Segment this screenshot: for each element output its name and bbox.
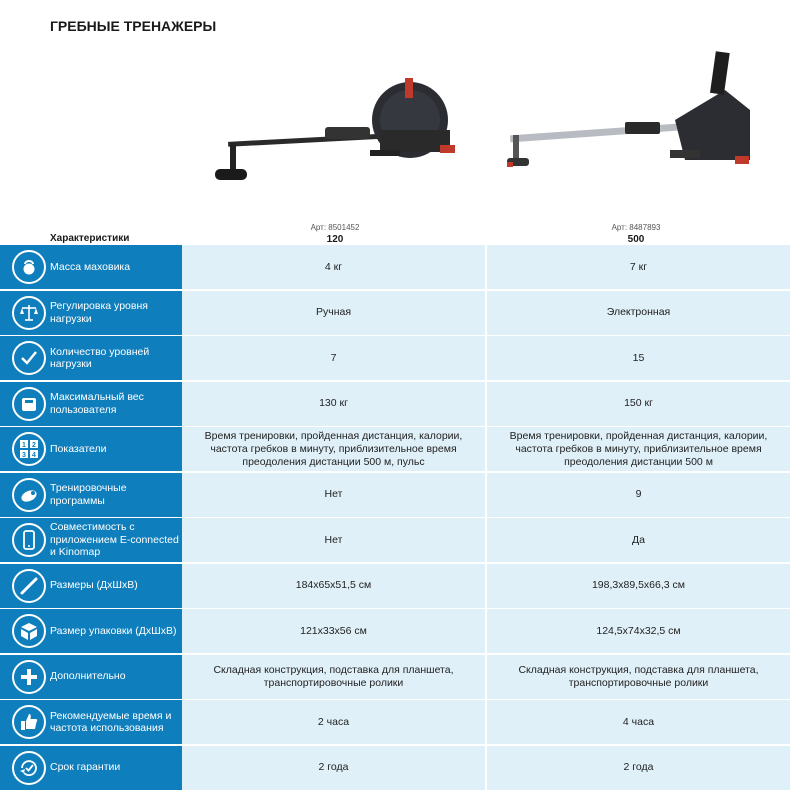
ruler-icon bbox=[12, 569, 46, 603]
row-label-cell bbox=[0, 700, 182, 744]
value-500: 7 кг bbox=[487, 245, 790, 289]
smartphone-icon bbox=[12, 523, 46, 557]
row-label-cell bbox=[0, 382, 182, 426]
row-label: Размер упаковки (ДхШхВ) bbox=[50, 624, 177, 637]
value-120: 121x33x56 см bbox=[182, 609, 485, 653]
row-label-cell bbox=[0, 291, 182, 335]
value-120: Складная конструкция, подставка для планшета, транспортировочные ролики bbox=[182, 655, 485, 699]
table-row bbox=[0, 336, 790, 380]
table-row bbox=[0, 655, 790, 699]
row-label: Размеры (ДхШхВ) bbox=[50, 579, 138, 592]
table-row bbox=[0, 700, 790, 744]
value-500: 15 bbox=[487, 336, 790, 380]
value-500: Складная конструкция, подставка для планшета, транспортировочные ролики bbox=[487, 655, 790, 699]
row-label-cell bbox=[0, 518, 182, 562]
workout-program-icon bbox=[12, 478, 46, 512]
comparison-table bbox=[0, 245, 790, 791]
thumbs-up-icon bbox=[12, 705, 46, 739]
table-row bbox=[0, 291, 790, 335]
warranty-icon bbox=[12, 751, 46, 785]
row-label-cell bbox=[0, 655, 182, 699]
svg-text:4: 4 bbox=[32, 452, 36, 459]
product-120-art: Арт: 8501452 bbox=[310, 223, 360, 232]
row-label-cell bbox=[0, 336, 182, 380]
row-label: Максимальный вес пользователя bbox=[50, 391, 144, 416]
value-120: 184x65x51,5 см bbox=[182, 564, 485, 608]
product-120-model: 120 bbox=[326, 234, 344, 245]
rowing-machine-120-image bbox=[210, 75, 470, 200]
table-row bbox=[0, 427, 790, 471]
value-120: 130 кг bbox=[182, 382, 485, 426]
row-label: Количество уровней нагрузки bbox=[50, 345, 150, 370]
rowing-machine-500-image bbox=[505, 50, 775, 180]
page-title: ГРЕБНЫЕ ТРЕНАЖЕРЫ bbox=[50, 18, 217, 34]
value-120: 4 кг bbox=[182, 245, 485, 289]
scales-icon bbox=[12, 296, 46, 330]
value-120: 2 часа bbox=[182, 700, 485, 744]
package-icon bbox=[12, 614, 46, 648]
table-row bbox=[0, 564, 790, 608]
kettlebell-icon bbox=[12, 250, 46, 284]
table-row bbox=[0, 382, 790, 426]
value-120: Нет bbox=[182, 473, 485, 517]
characteristics-header: Характеристики bbox=[50, 233, 130, 244]
svg-text:3: 3 bbox=[22, 452, 26, 459]
value-500: 124,5x74x32,5 см bbox=[487, 609, 790, 653]
row-label-cell bbox=[0, 609, 182, 653]
row-label: Дополнительно bbox=[50, 670, 126, 683]
value-120: 2 года bbox=[182, 746, 485, 790]
numbers-icon bbox=[12, 432, 46, 466]
value-500: Да bbox=[487, 518, 790, 562]
value-500: 150 кг bbox=[487, 382, 790, 426]
value-500: 2 года bbox=[487, 746, 790, 790]
row-label: Регулировка уровня нагрузки bbox=[50, 300, 148, 325]
product-500-art: Арт: 8487893 bbox=[611, 223, 661, 232]
row-label: Показатели bbox=[50, 442, 107, 455]
row-label: Масса маховика bbox=[50, 260, 131, 273]
checkmark-icon bbox=[12, 341, 46, 375]
row-label-cell bbox=[0, 473, 182, 517]
row-label: Тренировочные программы bbox=[50, 482, 127, 507]
row-label-cell bbox=[0, 427, 182, 471]
svg-text:1: 1 bbox=[22, 442, 26, 449]
value-500: 4 часа bbox=[487, 700, 790, 744]
value-500: 9 bbox=[487, 473, 790, 517]
table-row bbox=[0, 746, 790, 790]
table-row bbox=[0, 518, 790, 562]
value-120: 7 bbox=[182, 336, 485, 380]
value-120: Время тренировки, пройденная дистанция, калории, частота гребков в минуту, приблизительное время преодоления дистанции 500 м, пульс bbox=[182, 427, 485, 471]
value-500: Время тренировки, пройденная дистанция, калории, частота гребков в минуту, приблизительное время преодоления дистанции 500 м bbox=[487, 427, 790, 471]
value-500: Электронная bbox=[487, 291, 790, 335]
row-label: Срок гарантии bbox=[50, 761, 121, 774]
product-500-model: 500 bbox=[627, 234, 645, 245]
value-500: 198,3x89,5x66,3 см bbox=[487, 564, 790, 608]
table-row bbox=[0, 609, 790, 653]
row-label-cell bbox=[0, 746, 182, 790]
value-120: Ручная bbox=[182, 291, 485, 335]
plus-icon bbox=[12, 660, 46, 694]
row-label-cell bbox=[0, 564, 182, 608]
row-label: Рекомендуемые время и частота использования bbox=[50, 709, 172, 734]
row-label-cell bbox=[0, 245, 182, 289]
svg-text:2: 2 bbox=[32, 442, 36, 449]
weight-icon bbox=[12, 387, 46, 421]
table-row bbox=[0, 473, 790, 517]
table-row bbox=[0, 245, 790, 289]
value-120: Нет bbox=[182, 518, 485, 562]
row-label: Совместимость с приложением E-connected и Kinomap bbox=[50, 521, 179, 559]
